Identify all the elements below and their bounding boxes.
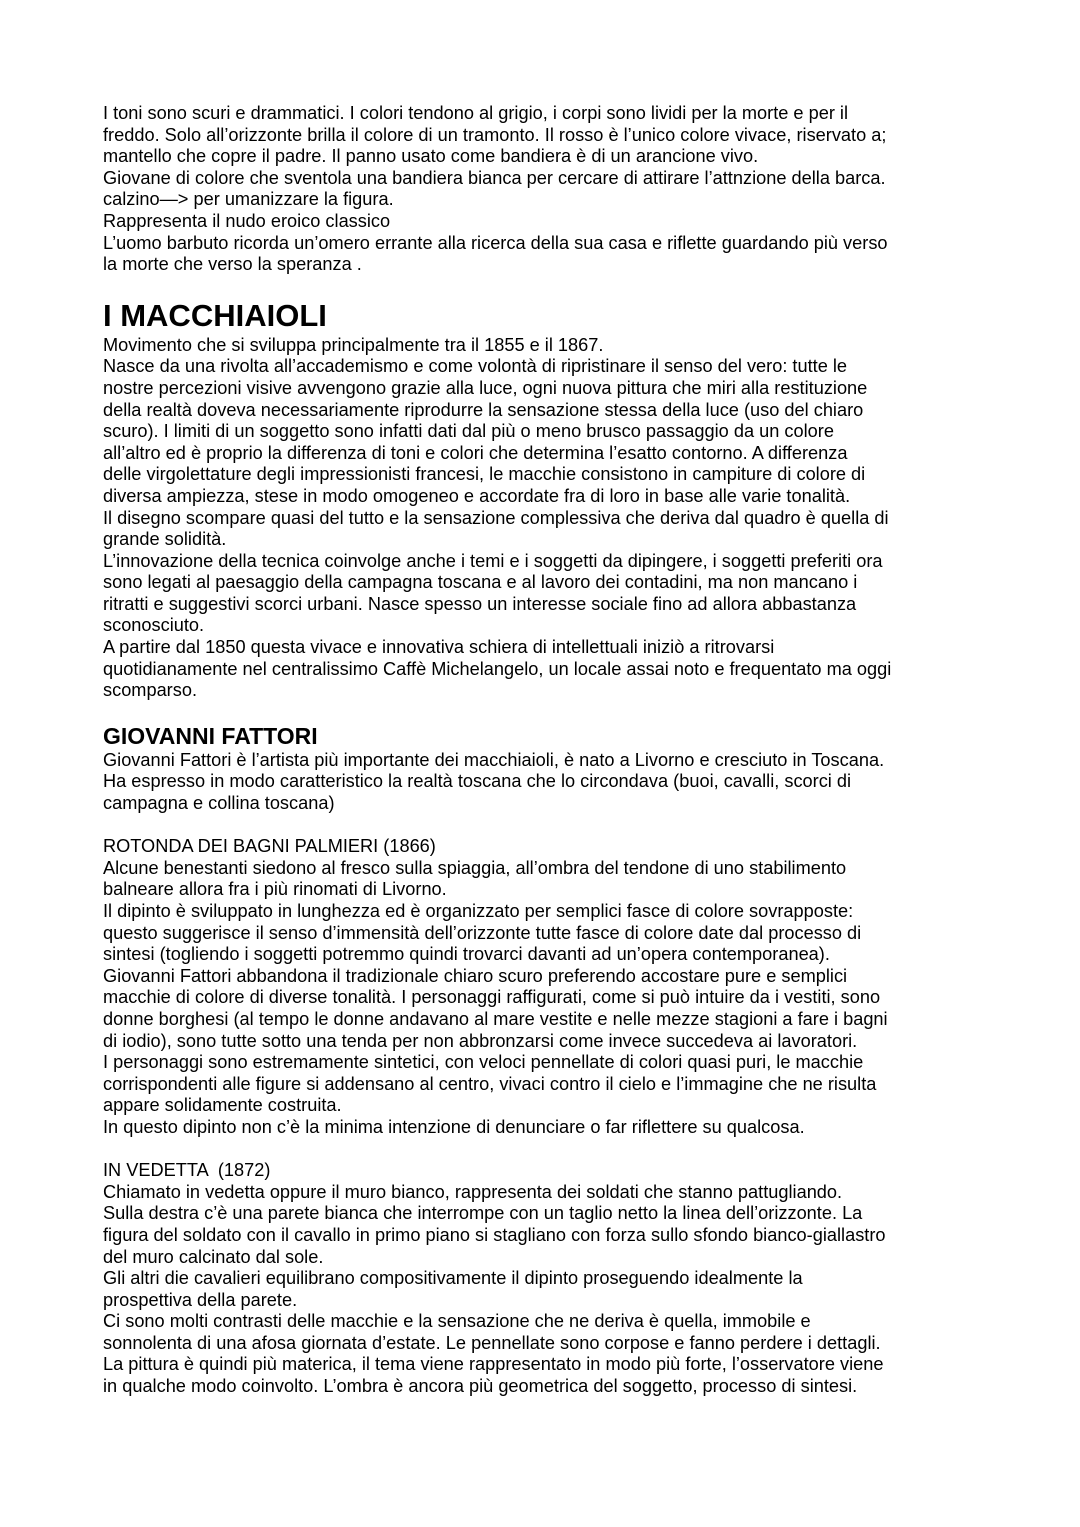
text-line: quotidianamente nel centralissimo Caffè Michelangelo, un locale assai noto e frequentato ma oggi bbox=[103, 658, 892, 679]
text-line: Rappresenta il nudo eroico classico bbox=[103, 210, 391, 231]
text-line: Chiamato in vedetta oppure il muro bianco, rappresenta dei soldati che stanno pattugliando. bbox=[103, 1181, 843, 1202]
vedetta-section bbox=[103, 1160, 993, 1398]
text-line: In questo dipinto non c’è la minima intenzione di denunciare o far riflettere su qualcosa. bbox=[103, 1116, 805, 1137]
text-line: sintesi (togliendo i soggetti potremmo quindi trovarci davanti ad un’opera contemporanea). bbox=[103, 944, 830, 965]
text-line: sonnolenta di una afosa giornata d’estate. Le pennellate sono corpose e fanno perdere i dettagli. bbox=[103, 1332, 881, 1353]
text-line: donne borghesi (al tempo le donne andavano al mare vestite e nelle mezze stagioni a fare i bagni bbox=[103, 1008, 888, 1029]
text-line: L’uomo barbuto ricorda un’omero errante alla ricerca della sua casa e riflette guardando più verso bbox=[103, 232, 888, 253]
subheading-rotonda: ROTONDA DEI BAGNI PALMIERI (1866) bbox=[103, 836, 436, 857]
text-line: La pittura è quindi più materica, il tema viene rappresentato in modo più forte, l’osservatore viene bbox=[103, 1354, 884, 1375]
text-line: all’altro ed è proprio la differenza di toni e colori che determina l’esatto contorno. A differenza bbox=[103, 442, 848, 463]
text-line: di iodio), sono tutte sotto una tenda per non abbronzarsi come invece succedeva ai lavoratori. bbox=[103, 1030, 858, 1051]
text-line: freddo. Solo all’orizzonte brilla il colore di un tramonto. Il rosso è l’unico colore vivace, riservato a; bbox=[103, 124, 887, 145]
text-line: scuro). I limiti di un soggetto sono infatti dati dal più o meno brusco passaggio da un colore bbox=[103, 421, 834, 442]
text-line: corrispondenti alle figure si addensano al centro, vivaci contro il cielo e l’immagine che ne risulta bbox=[103, 1073, 877, 1094]
text-line: diversa ampiezza, stese in modo omogeneo e accordate fra di loro in base alle varie tonalità. bbox=[103, 485, 851, 506]
paragraph-gap bbox=[103, 815, 993, 837]
text-line: la morte che verso la speranza . bbox=[103, 254, 362, 275]
text-line: mantello che copre il padre. Il panno usato come bandiera è di un arancione vivo. bbox=[103, 146, 759, 167]
paragraph-gap bbox=[103, 1139, 993, 1161]
text-line: I personaggi sono estremamente sintetici, con veloci pennellate di colori quasi puri, le macchie bbox=[103, 1052, 864, 1073]
text-line: questo suggerisce il senso d’immensità dell’orizzonte tutte fasce di colore date dal processo di bbox=[103, 922, 862, 943]
text-line: A partire dal 1850 questa vivace e innovativa schiera di intellettuali iniziò a ritrovarsi bbox=[103, 637, 775, 658]
text-line: Ha espresso in modo caratteristico la realtà toscana che lo circondava (buoi, cavalli, scorci di bbox=[103, 771, 852, 792]
text-line: macchie di colore di diverse tonalità. I personaggi raffigurati, come si può intuire da i vestiti, sono bbox=[103, 987, 881, 1008]
text-line: appare solidamente costruita. bbox=[103, 1095, 342, 1116]
text-line: ritratti e suggestivi scorci urbani. Nasce spesso un interesse sociale fino ad allora abbastanza bbox=[103, 593, 857, 614]
text-line: figura del soldato con il cavallo in primo piano si stagliano con forza sullo sfondo bianco-giallastro bbox=[103, 1224, 886, 1245]
text-line: I toni sono scuri e drammatici. I colori tendono al grigio, i corpi sono lividi per la morte e per il bbox=[103, 103, 849, 123]
text-line: Il disegno scompare quasi del tutto e la sensazione complessiva che deriva dal quadro è quella di bbox=[103, 507, 889, 528]
text-line: Giovane di colore che sventola una bandiera bianca per cercare di attirare l’attnzione della barca. bbox=[103, 167, 886, 188]
text-line: Il dipinto è sviluppato in lunghezza ed è organizzato per semplici fasce di colore sovrapposte: bbox=[103, 901, 854, 921]
intro-paragraph bbox=[103, 103, 993, 276]
text-line: sono legati al paesaggio della campagna toscana e al lavoro dei contadini, ma non mancano i bbox=[103, 572, 858, 593]
text-line: calzino—> per umanizzare la figura. bbox=[103, 189, 394, 210]
text-line: delle virgolettature degli impressionisti francesi, le macchie consistono in campiture di colore di bbox=[103, 464, 866, 485]
section-title-fattori: GIOVANNI FATTORI bbox=[103, 722, 318, 749]
text-line: grande solidità. bbox=[103, 529, 227, 550]
fattori-intro bbox=[103, 750, 993, 815]
text-line: della realtà doveva necessariamente riprodurre la sensazione stessa della luce (uso del chiaro bbox=[103, 399, 864, 420]
document-page bbox=[103, 103, 993, 1398]
macchiaioli-body bbox=[103, 335, 993, 702]
text-line: Nasce da una rivolta all’accademismo e come volontà di ripristinare il senso del vero: tutte le bbox=[103, 356, 848, 377]
rotonda-section bbox=[103, 836, 993, 1138]
text-line: Alcune benestanti siedono al fresco sulla spiaggia, all’ombra del tendone di uno stabilimento bbox=[103, 857, 847, 878]
text-line: Sulla destra c’è una parete bianca che interrompe con un taglio netto la linea dell’orizzonte. La bbox=[103, 1203, 863, 1224]
text-line: L’innovazione della tecnica coinvolge anche i temi e i soggetti da dipingere, i soggetti preferiti ora bbox=[103, 550, 883, 571]
subheading-vedetta: IN VEDETTA (1872) bbox=[103, 1160, 271, 1181]
text-line: campagna e collina toscana) bbox=[103, 793, 335, 814]
text-line: Ci sono molti contrasti delle macchie e la sensazione che ne deriva è quella, immobile e bbox=[103, 1311, 811, 1332]
text-line: prospettiva della parete. bbox=[103, 1289, 298, 1310]
text-line: Movimento che si sviluppa principalmente tra il 1855 e il 1867. bbox=[103, 334, 604, 355]
text-line: sconosciuto. bbox=[103, 615, 205, 636]
text-line: del muro calcinato dal sole. bbox=[103, 1246, 324, 1267]
text-line: nostre percezioni visive avvengono grazie alla luce, ogni nuova pittura che miri alla restituzione bbox=[103, 377, 868, 398]
text-line: in qualche modo coinvolto. L’ombra è ancora più geometrica del soggetto, processo di sintesi. bbox=[103, 1376, 858, 1397]
text-line: Gli altri die cavalieri equilibrano compositivamente il dipinto proseguendo idealmente la bbox=[103, 1268, 803, 1289]
text-line: balneare allora fra i più rinomati di Livorno. bbox=[103, 879, 447, 900]
text-line: scomparso. bbox=[103, 680, 198, 701]
text-line: Giovanni Fattori è l’artista più importante dei macchiaioli, è nato a Livorno e cresciuto in Toscana. bbox=[103, 749, 885, 770]
section-title-macchiaioli: I MACCHIAIOLI bbox=[103, 297, 327, 333]
text-line: Giovanni Fattori abbandona il tradizionale chiaro scuro preferendo accostare pure e semplici bbox=[103, 965, 848, 986]
